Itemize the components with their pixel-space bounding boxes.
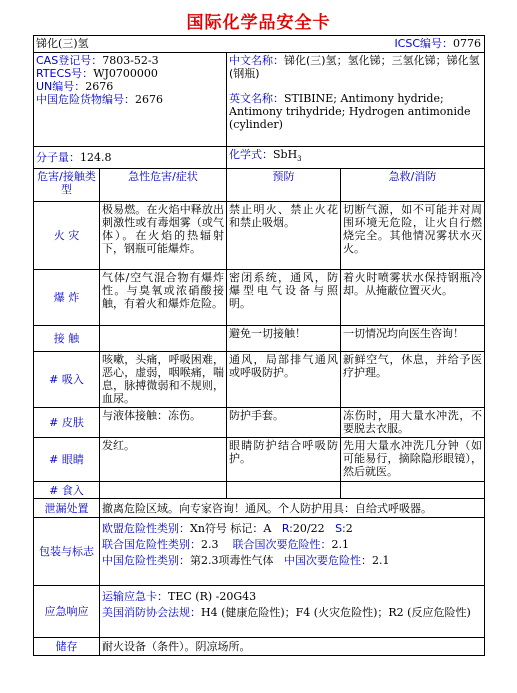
storage-label: 储存	[34, 638, 100, 656]
page-title: 国际化学品安全卡	[186, 13, 331, 33]
transport-card-label: 运输应急卡：	[102, 590, 168, 603]
rtecs-label: RTECS号：	[36, 67, 94, 80]
first-aid-eyes: 先用大量水冲洗几分钟（如可能易行，摘除隐形眼镜），然后就医。	[341, 438, 485, 482]
mw-value: 124.8	[80, 151, 112, 164]
storage-text: 耐火设备（条件）。阴凉场所。	[100, 638, 485, 656]
acute-explosion: 气体/空气混合物有爆炸性。与臭氧或浓硝酸接触，有着火和爆炸危险。	[100, 270, 227, 326]
un-value: 2676	[85, 80, 114, 93]
col-acute: 急性危害/症状	[100, 169, 227, 202]
spill-text: 撤离危险区域。向专家咨询！通风。个人防护用具：自给式呼吸器。	[100, 499, 485, 518]
prevention-fire: 禁止明火、禁止火花和禁止吸烟。	[227, 202, 341, 270]
acute-eyes: 发红。	[100, 438, 227, 482]
icsc-value: 0776	[453, 37, 482, 50]
column-header-row	[34, 169, 485, 202]
eu-class-label: 欧盟危险性类别：	[102, 522, 190, 535]
cn-class-label: 中国危险性类别：	[102, 554, 190, 567]
cn-name-label: 中文名称：	[229, 54, 284, 67]
identification-row	[34, 53, 485, 147]
formula-base: SbH	[273, 148, 298, 162]
hazard-type-eyes: # 眼睛	[34, 438, 100, 482]
cn-danger-label: 中国危险货物编号：	[36, 93, 135, 106]
safety-card-table	[33, 35, 485, 656]
eu-class-value: Xn符号 标记：A	[190, 522, 272, 535]
spill-row	[34, 499, 485, 518]
acute-ingestion	[100, 482, 227, 499]
cn-sub-label: 中国次要危险性：	[284, 554, 372, 567]
mw-label: 分子量：	[36, 151, 80, 164]
first-aid-ingestion	[341, 482, 485, 499]
hazard-type-ingestion: # 食入	[34, 482, 100, 499]
s-value: 2	[345, 522, 353, 535]
hazard-row-contact	[34, 326, 485, 352]
cas-label: CAS登记号：	[36, 54, 103, 67]
en-name-label: 英文名称：	[229, 92, 284, 105]
acute-inhalation: 咳嗽，头痛，呼吸困难，恶心，虚弱，咽喉痛，喘息，脉搏微弱和不规则，血尿。	[100, 352, 227, 408]
acute-contact	[100, 326, 227, 352]
en-name-value: STIBINE; Antimony hydride; Antimony trihydride; Hydrogen antimonide (cylinder)	[229, 92, 471, 131]
hazard-row-inhalation	[34, 352, 485, 408]
chemical-name: 锑化(三)氢	[36, 37, 89, 50]
acute-fire: 极易燃。在火焰中释放出刺激性或有毒烟雾（或气体）。在火焰的热辐射下，钢瓶可能爆炸。	[100, 202, 227, 270]
nfpa-value: H4 (健康危险性)；F4 (火灾危险性)；R2 (反应危险性)	[201, 606, 471, 619]
hazard-row-explosion	[34, 270, 485, 326]
cn-danger-value: 2676	[135, 93, 163, 106]
name-header-row	[34, 36, 485, 53]
s-label: S:	[335, 522, 346, 535]
un-sub-label: 联合国次要危险性：	[232, 538, 332, 551]
packaging-row	[34, 518, 485, 586]
hazard-row-ingestion	[34, 482, 485, 499]
prevention-contact: 避免一切接触！	[227, 326, 341, 352]
formula-subscript: 3	[297, 155, 302, 164]
first-aid-contact: 一切情况均向医生咨询！	[341, 326, 485, 352]
cn-name-value: 锑化(三)氢；氢化锑；三氢化锑；锑化氢(钢瓶)	[229, 54, 480, 80]
hazard-type-fire: 火 灾	[34, 202, 100, 270]
cn-sub-value: 2.1	[372, 554, 390, 567]
prevention-explosion: 密闭系统，通风，防爆型电气设备与照明。	[227, 270, 341, 326]
packaging-label: 包装与标志	[34, 518, 100, 586]
cas-value: 7803-52-3	[102, 54, 159, 67]
un-label: UN编号：	[36, 80, 86, 93]
formula-label: 化学式：	[229, 148, 273, 162]
r-value: 20/22	[292, 522, 325, 535]
icsc-label: ICSC编号：	[394, 37, 454, 50]
acute-skin: 与液体接触：冻伤。	[100, 408, 227, 438]
hazard-row-skin	[34, 408, 485, 438]
cn-class-value: 第2.3项毒性气体	[190, 554, 274, 567]
first-aid-inhalation: 新鲜空气，休息，并给予医疗护理。	[341, 352, 485, 408]
first-aid-skin: 冻伤时，用大量水冲洗，不要脱去衣服。	[341, 408, 485, 438]
transport-card-value: TEC (R) -20G43	[168, 590, 257, 603]
prevention-eyes: 眼睛防护结合呼吸防护。	[227, 438, 341, 482]
hazard-type-inhalation: # 吸入	[34, 352, 100, 408]
col-first-aid: 急救/消防	[341, 169, 485, 202]
un-sub-value: 2.1	[331, 538, 349, 551]
first-aid-explosion: 着火时喷雾状水保持钢瓶冷却。从掩蔽位置灭火。	[341, 270, 485, 326]
spill-label: 泄漏处置	[34, 499, 100, 518]
hazard-row-eyes	[34, 438, 485, 482]
prevention-inhalation: 通风，局部排气通风或呼吸防护。	[227, 352, 341, 408]
emergency-label: 应急响应	[34, 586, 100, 638]
col-hazard-type: 危害/接触类型	[34, 169, 100, 202]
first-aid-fire: 切断气源，如不可能并对周围环境无危险，让火自行燃烧完全。其他情况雾状水灭火。	[341, 202, 485, 270]
un-class-value: 2.3	[201, 538, 219, 551]
emergency-row	[34, 586, 485, 638]
rtecs-value: WJ0700000	[93, 67, 158, 80]
storage-row	[34, 638, 485, 656]
r-label: R:	[281, 522, 293, 535]
hazard-type-contact: 接 触	[34, 326, 100, 352]
un-class-label: 联合国危险性类别：	[102, 538, 201, 551]
hazard-type-explosion: 爆 炸	[34, 270, 100, 326]
col-prevention: 预防	[227, 169, 341, 202]
hazard-type-skin: # 皮肤	[34, 408, 100, 438]
prevention-skin: 防护手套。	[227, 408, 341, 438]
prevention-ingestion	[227, 482, 341, 499]
molecular-row	[34, 147, 485, 169]
nfpa-label: 美国消防协会法规：	[102, 606, 201, 619]
hazard-row-fire	[34, 202, 485, 270]
